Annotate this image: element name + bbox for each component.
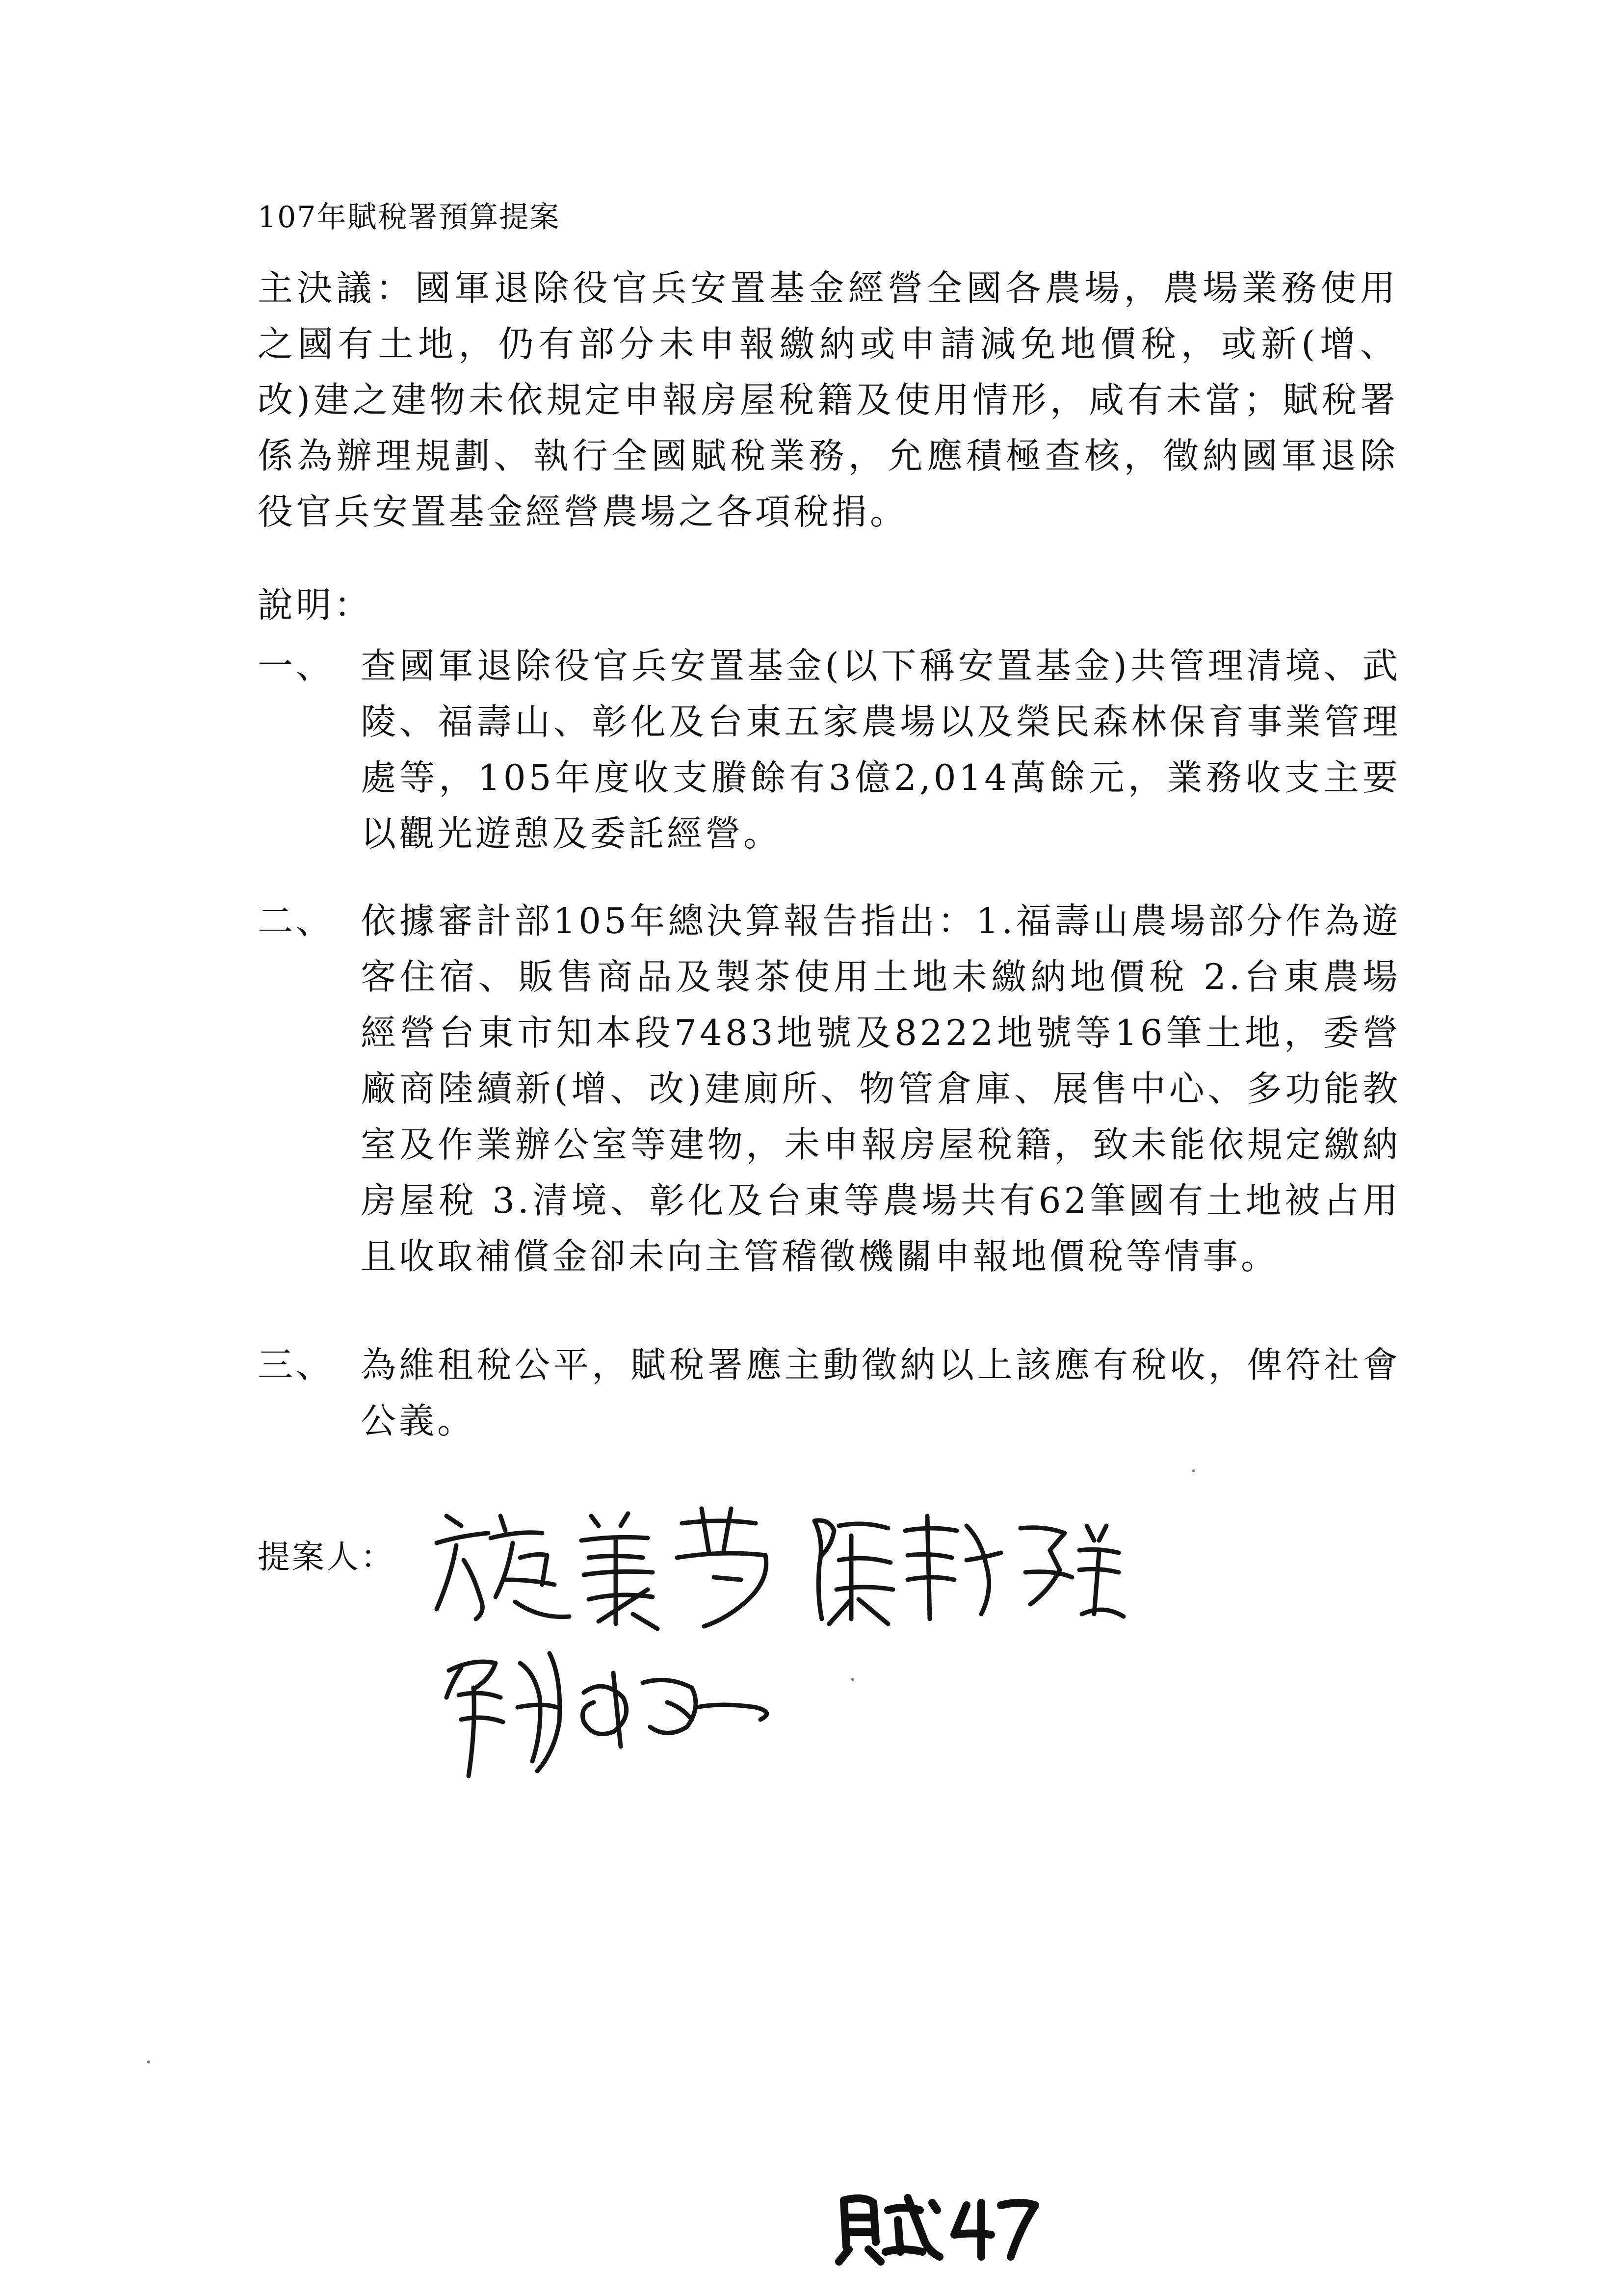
document-header: 107年賦稅署預算提案: [258, 200, 560, 235]
item-text: 為維租稅公平，賦稅署應主動徵納以上該應有稅收，俾符社會公義。: [361, 1344, 1401, 1441]
item-text: 依據審計部105年總決算報告指出：1.福壽山農場部分作為遊客住宿、販售商品及製茶使用土地未繳納地價稅 2.台東農場經營台東市知本段7483地號及8222地號等16筆土地，委營廠商陸續新(增、改)建廁所、物管倉庫、展售中心、多功能教室及作業辦公室等建物，未申報房屋稅籍，致未能依規定繳納房屋稅 3.清境、彰化及台東等農場共有62筆國有土地被占用且收取補償金卻未向主管稽徵機關申報地價稅等情事。: [361, 900, 1401, 1277]
explanation-item-2: [258, 893, 1401, 1284]
main-resolution: 主決議：國軍退除役官兵安置基金經營全國各農場，農場業務使用之國有土地，仍有部分未申報繳納或申請減免地價稅，或新(增、改)建之建物未依規定申報房屋稅籍及使用情形，咸有未當；賦稅署係為辦理規劃、執行全國賦稅業務，允應積極查核，徵納國軍退除役官兵安置基金經營農場之各項稅捐。: [258, 267, 1398, 532]
item-number: 一、: [258, 645, 335, 686]
item-text: 查國軍退除役官兵安置基金(以下稱安置基金)共管理清境、武陵、福壽山、彰化及台東五家農場以及榮民森林保育事業管理處等，105年度收支賸餘有3億2,014萬餘元，業務收支主要以觀光遊憩及委託經營。: [361, 645, 1401, 854]
proposer-label: 提案人：: [258, 1538, 395, 1576]
scan-speck: [851, 1678, 854, 1681]
signature-2: [805, 1506, 1128, 1634]
explanation-item-1: [258, 638, 1401, 861]
item-number: 二、: [258, 900, 335, 941]
signature-3: [437, 1634, 780, 1796]
explanation-item-3: [258, 1337, 1401, 1449]
scan-speck: [1192, 1469, 1195, 1472]
item-number: 三、: [258, 1344, 335, 1385]
document-stamp: [834, 2183, 1040, 2267]
explanation-label: 說明：: [258, 584, 373, 626]
scan-speck: [147, 2061, 150, 2063]
signature-1: [427, 1496, 780, 1644]
